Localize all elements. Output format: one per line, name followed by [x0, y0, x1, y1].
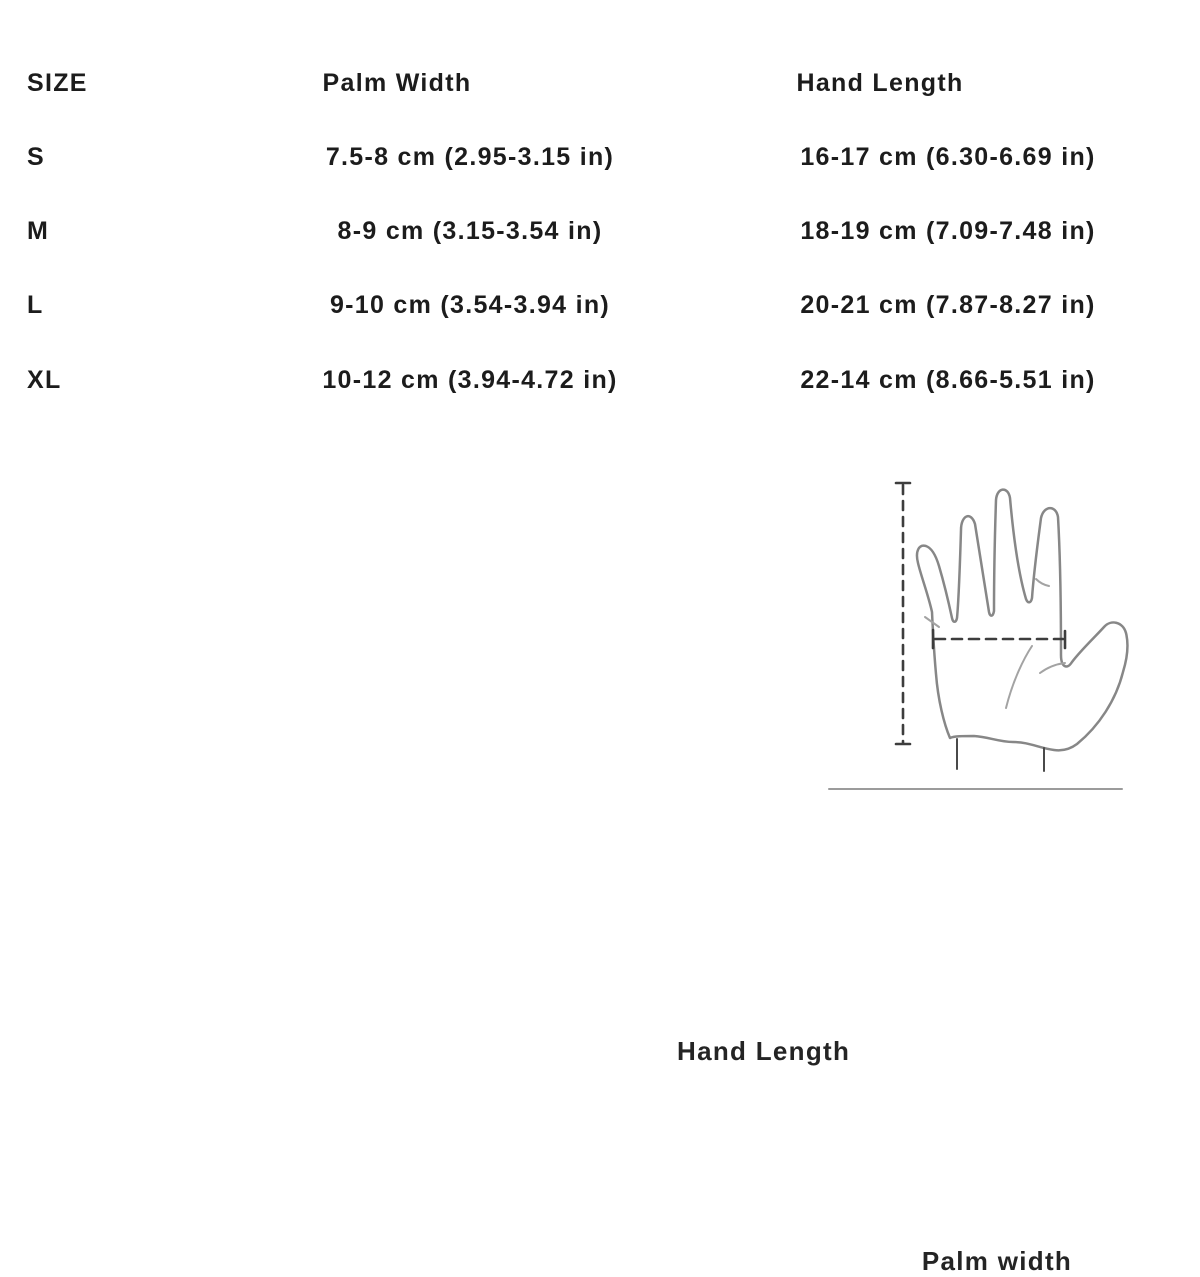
hand-length-value: 16-17 cm (6.30-6.69 in)	[800, 143, 1096, 171]
hand-length-value: 20-21 cm (7.87-8.27 in)	[800, 291, 1096, 319]
hand-length-value: 22-14 cm (8.66-5.51 in)	[800, 366, 1096, 394]
hand-length-label: Hand Length	[677, 1036, 851, 1066]
hand-length-measure-line	[896, 483, 910, 744]
column-header-size: SIZE	[27, 69, 88, 97]
column-header-hand-length: Hand Length	[796, 69, 964, 97]
palm-width-value: 10-12 cm (3.94-4.72 in)	[322, 366, 618, 394]
palm-width-value: 9-10 cm (3.54-3.94 in)	[329, 291, 611, 319]
palm-width-value: 8-9 cm (3.15-3.54 in)	[337, 217, 603, 245]
hand-length-value: 18-19 cm (7.09-7.48 in)	[800, 217, 1096, 245]
size-label: M	[27, 217, 50, 245]
size-label: L	[27, 291, 44, 319]
hand-measurement-diagram	[0, 440, 1200, 1276]
size-label: S	[27, 143, 45, 171]
hand-outline-path	[917, 490, 1127, 751]
palm-width-label: Palm width	[921, 1246, 1073, 1276]
hand-outline-icon	[0, 440, 1200, 860]
size-label: XL	[27, 366, 62, 394]
column-header-palm-width: Palm Width	[322, 69, 472, 97]
palm-width-value: 7.5-8 cm (2.95-3.15 in)	[325, 143, 615, 171]
